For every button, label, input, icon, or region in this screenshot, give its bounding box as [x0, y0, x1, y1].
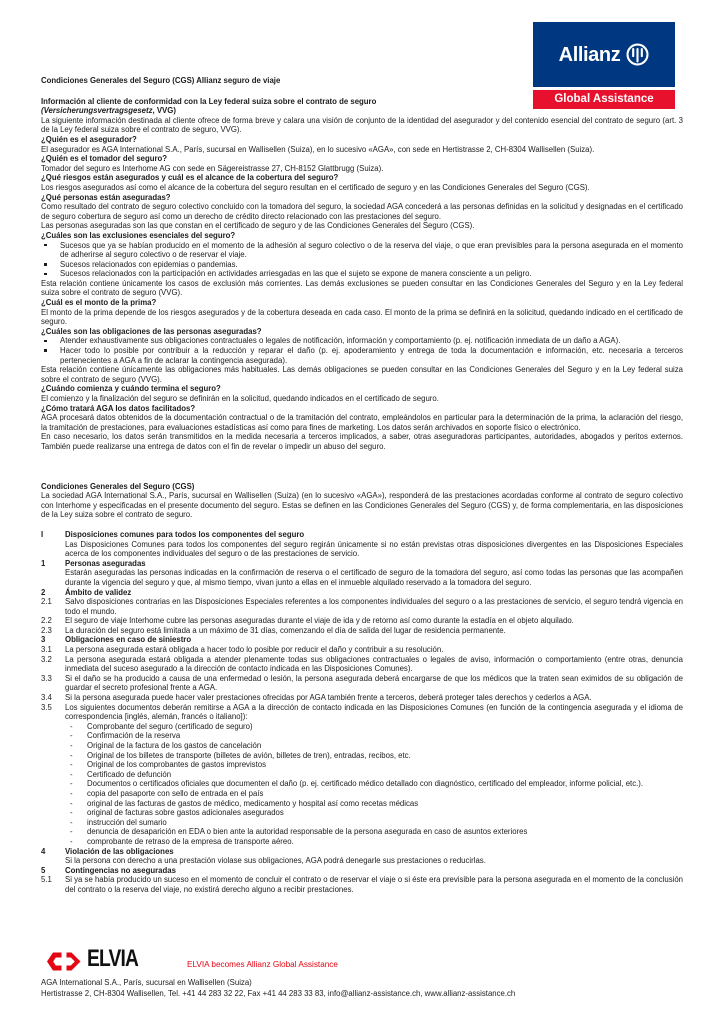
- info-paragraph: Como resultado del contrato de seguro colectivo concluido con la tomadora del seguro, la sociedad AGA concederá a las personas definidas en la solicitud y designadas en el certificado de seguro cobertura de seguro así como un derecho de crédito directo relacionado con las prestaciones del seguro.: [41, 202, 683, 221]
- section-title: Contingencias no aseguradas: [65, 865, 176, 875]
- info-question-heading: ¿Cuáles son las obligaciones de las personas aseguradas?: [41, 326, 262, 336]
- section-number: 2.2: [41, 616, 52, 626]
- info-question-heading: ¿Cuáles son las exclusiones esenciales del seguro?: [41, 230, 236, 240]
- section-number: 2.3: [41, 625, 52, 635]
- section-text: Las Disposiciones Comunes para todos los componentes del seguro regirán únicamente si no están previstas otras disposiciones divergentes en las Disposiciones Especiales acerca de los componentes individuales del seguro o de las prestaciones de servicio.: [65, 539, 683, 559]
- info-bullet-item: Atender exhaustivamente sus obligaciones contractuales o legales de notificación, información y comportamiento (p. ej. notificación inmediata de un daño a AGA).: [41, 336, 683, 346]
- section-number: 4: [41, 846, 46, 856]
- info-paragraph: El comienzo y la finalización del seguro se definirán en la solicitud, quedando indicados en el certificado de seguro.: [41, 394, 439, 403]
- footer-address-line1: AGA International S.A., París, sucursal en Wallisellen (Suiza): [41, 978, 252, 987]
- document-list-item: - Confirmación de la reserva: [65, 731, 683, 741]
- section-item: [41, 847, 683, 866]
- section-text: Salvo disposiciones contrarias en las Disposiciones Especiales referentes a los componentes individuales del seguro o a las prestaciones de servicio, el seguro tendrá vigencia en todo el mundo.: [65, 597, 683, 616]
- section-body: [65, 847, 683, 866]
- info-question-heading: ¿Qué personas están aseguradas?: [41, 192, 171, 202]
- info-question-heading: ¿Qué riesgos están asegurados y cuál es el alcance de la cobertura del seguro?: [41, 173, 339, 183]
- info-section: [41, 116, 683, 452]
- document-list-item: - Comprobante del seguro (certificado de seguro): [65, 722, 683, 732]
- section-text: Si la persona con derecho a una prestación violase sus obligaciones, AGA podrá denegarle sus prestaciones o reducirlas.: [65, 856, 486, 866]
- section-text: El seguro de viaje Interhome cubre las personas aseguradas durante el viaje de ida y de retorno así como durante la estadía en el objeto alquilado.: [65, 616, 574, 626]
- section-number: 5: [41, 865, 46, 875]
- footer-address-line2: Hertistrasse 2, CH-8304 Wallisellen, Tel. +41 44 283 32 22, Fax +41 44 283 33 83, info@allianz-assistance.ch, www.allianz-assistance.ch: [41, 989, 516, 999]
- section-item: [41, 530, 683, 559]
- section-body: [65, 693, 683, 703]
- section-number: 3.2: [41, 654, 52, 664]
- cgs-heading: Condiciones Generales del Seguro (CGS): [41, 481, 195, 491]
- section-number: 3.5: [41, 702, 52, 712]
- info-bullet-item: Sucesos relacionados con epidemias o pandemias.: [41, 260, 683, 270]
- document-list-item: - comprobante de retraso de la empresa de transporte aéreo.: [65, 837, 683, 847]
- section-item: [41, 597, 683, 616]
- info-paragraph: Tomador del seguro es Interhome AG con sede en Sägereistrasse 27, CH-8152 Glattbrugg (Suiza).: [41, 163, 384, 173]
- info-section-heading: [41, 97, 683, 116]
- section-item: [41, 635, 683, 645]
- cgs-sections: [41, 530, 683, 895]
- section-text: La persona asegurada estará obligada a atender plenamente todas sus obligaciones contractuales o legales de aviso, información o comportamiento (entre otras, denuncia inmediata del suceso asegurado a la dirección de contacto indicada en las Disposiciones Comunes).: [65, 654, 683, 674]
- section-number: 5.1: [41, 875, 52, 885]
- section-body: [65, 655, 683, 674]
- section-title: Obligaciones en caso de siniestro: [65, 635, 192, 645]
- section-title: Violación de las obligaciones: [65, 846, 174, 856]
- section-text: Los siguientes documentos deberán remitirse a AGA a la dirección de contacto indicada en las Disposiciones Comunes (en función de la contingencia asegurada y el idioma de correspondencia [inglés, alemán, francés o italiano]):: [65, 702, 683, 722]
- section-number: 3.3: [41, 673, 52, 683]
- document-list-item: - copia del pasaporte con sello de entrada en el país: [65, 789, 683, 799]
- section-item: [41, 588, 683, 598]
- elvia-logo: [41, 945, 683, 972]
- document-list-item: - Original de los comprobantes de gastos imprevistos: [65, 760, 683, 770]
- info-heading-line1: Información al cliente de conformidad con la Ley federal suiza sobre el contrato de seguro: [41, 96, 377, 106]
- info-paragraph: Los riesgos asegurados así como el alcance de la cobertura del seguro resultan en el certificado de seguro y en las Condiciones Generales del Seguro (CGS).: [41, 182, 590, 192]
- info-paragraph: Las personas aseguradas son las que constan en el certificado de seguro y de las Condiciones Generales del Seguro (CGS).: [41, 221, 475, 231]
- section-item: [41, 693, 683, 703]
- section-body: [65, 703, 683, 847]
- info-paragraph: El monto de la prima depende de los riesgos asegurados y de la cobertura deseada en cada caso. El monto de la prima se definirá en la solicitud, quedando indicado en el certificado de seguro.: [41, 307, 683, 327]
- info-question-heading: ¿Cuándo comienza y cuándo termina el seguro?: [41, 384, 221, 394]
- info-question-heading: ¿Cómo tratará AGA los datos facilitados?: [41, 403, 196, 413]
- section-number: 3: [41, 635, 46, 645]
- section-item: [41, 645, 683, 655]
- section-item: [41, 875, 683, 894]
- section-text: Estarán aseguradas las personas indicadas en la confirmación de reserva o el certificado de seguro de la tomadora del seguro, así como todas las personas que las acompañen durante la vigencia del seguro y que, al mismo tiempo, vivan junto a ellas en el inmueble alquilado reservado a la tomadora del seguro.: [65, 568, 683, 587]
- document-list-item: - Documentos o certificados oficiales que documenten el daño (p. ej. certificado médico detallado con diagnóstico, certificado del empleador, informe policial, etc.).: [65, 779, 683, 789]
- document-list-item: - Original de la factura de los gastos de cancelación: [65, 741, 683, 751]
- section-number: 1: [41, 558, 46, 568]
- elvia-tagline: ELVIA becomes Allianz Global Assistance: [187, 959, 338, 969]
- section-body: [65, 626, 683, 636]
- section-body: [65, 635, 683, 645]
- section-item: [41, 626, 683, 636]
- document-list-item: - original de las facturas de gastos de médico, medicamento y hospital así como recetas médicas: [65, 799, 683, 809]
- section-title: Personas aseguradas: [65, 558, 146, 568]
- info-bullet-item: Hacer todo lo posible por contribuir a la reducción y reparar el daño (p. ej. apoderamiento y entrega de toda la documentación e información, etc. necesaria a terceros pertenecientes a AGA a fin de aclarar la contingencia asegurada).: [41, 346, 683, 365]
- section-item: [41, 655, 683, 674]
- info-paragraph: Esta relación contiene únicamente los casos de exclusión más corrientes. Las demás exclusiones se pueden consultar en las Condiciones Generales del Seguro y en la Ley federal suiza sobre el contrato de seguro (VVG).: [41, 278, 683, 298]
- info-heading-rest: , VVG): [152, 106, 176, 116]
- section-text: La duración del seguro está limitada a un máximo de 31 días, comenzando el día de salida del lugar de residencia permanente.: [65, 625, 506, 635]
- document-content: [41, 76, 683, 895]
- section-body: [65, 645, 683, 655]
- section-body: [65, 674, 683, 693]
- section-body: [65, 588, 683, 598]
- section-body: [65, 530, 683, 559]
- section-number: 2: [41, 587, 46, 597]
- section-text: Si el daño se ha producido a causa de una enfermedad o lesión, la persona asegurada deberá encargarse de que los médicos que la traten sean eximidos de su obligación de guardar el secreto profesional frente a AGA.: [65, 673, 683, 693]
- footer: [41, 945, 683, 1000]
- cgs-intro-paragraph: La sociedad AGA International S.A., París, sucursal en Wallisellen (Suiza) (en lo sucesivo «AGA»), responderá de las prestaciones acordadas conforme al contrato de seguro colectivo con Interhome y especificadas en el presente documento del seguro. Estas se definen en las Condiciones Generales del Seguro (CGS) y, de forma complementaria, en las disposiciones de la Ley suiza sobre el contrato de seguro.: [41, 491, 683, 520]
- section-body: [65, 559, 683, 588]
- info-bullet-item: Sucesos que ya se habían producido en el momento de la adhesión al seguro colectivo o de la reserva del viaje, o que eran previsibles para la persona asegurada en el momento de adherirse al seguro colectivo o de reservar el viaje.: [41, 241, 683, 260]
- footer-address: [41, 977, 683, 1000]
- info-heading-line2: [41, 106, 683, 116]
- section-item: [41, 674, 683, 693]
- section-number: I: [41, 529, 44, 539]
- global-assistance-banner: Global Assistance: [533, 90, 675, 109]
- section-number: 3.4: [41, 693, 52, 703]
- section-text: Si la persona asegurada puede hacer valer prestaciones ofrecidas por AGA también frente a terceros, deberá proteger tales derechos y cederlos a AGA.: [65, 693, 592, 703]
- info-paragraph: En caso necesario, los datos serán transmitidos en la medida necesaria a terceros implicados, a saber, otras aseguradoras participantes, autoridades, abogados y peritos externos. También puede realizarse una entrega de datos con el fin de revelar o impedir un abuso del seguro.: [41, 432, 683, 451]
- allianz-wordmark: Allianz: [558, 43, 621, 66]
- section-body: [65, 597, 683, 616]
- section-item: [41, 703, 683, 847]
- document-list-item: - original de facturas sobre gastos adicionales asegurados: [65, 808, 683, 818]
- info-question-heading: ¿Quién es el tomador del seguro?: [41, 154, 168, 164]
- document-list-item: - denuncia de desaparición en EDA o bien ante la autoridad responsable de la persona asegurada en caso de asuntos exteriores: [65, 827, 683, 837]
- document-list-item: - Certificado de defunción: [65, 770, 683, 780]
- document-list-item: - Original de los billetes de transporte (billetes de avión, billetes de tren), entradas, recibos, etc.: [65, 751, 683, 761]
- info-paragraph: AGA procesará datos obtenidos de la documentación contractual o de la tramitación del contrato, empleándolos en particular para la determinación de la prima, la aclaración del riesgo, la tramitación de prestaciones, para evaluaciones estadísticas así como para fines de marketing. Los datos serán archivados en soporte físico o electrónico.: [41, 413, 683, 432]
- section-number: 2.1: [41, 597, 52, 607]
- document-list-item: - instrucción del sumario: [65, 818, 683, 828]
- info-heading-italic: (Versicherungsvertragsgesetz: [41, 106, 153, 116]
- section-title: Ámbito de validez: [65, 587, 132, 597]
- elvia-wordmark: ELVIA: [87, 945, 139, 972]
- section-text: La persona asegurada estará obligada a hacer todo lo posible por reducir el daño y contribuir a su resolución.: [65, 645, 444, 655]
- page-title: Condiciones Generales del Seguro (CGS) Allianz seguro de viaje: [41, 76, 281, 85]
- section-body: [65, 866, 683, 876]
- section-body: [65, 616, 683, 626]
- info-bullet-item: Sucesos relacionados con la participación en actividades arriesgadas en las que el sujeto se expone de manera consciente a un peligro.: [41, 269, 683, 279]
- info-paragraph: La siguiente información destinada al cliente ofrece de forma breve y calara una visión de conjunto de la identidad del asegurador y del contenido esencial del contrato de seguro (art. 3 de la Ley federal suiza sobre el contrato de seguro, VVG).: [41, 115, 683, 135]
- section-text: Si ya se había producido un suceso en el momento de concluir el contrato o de reservar el viaje o si éste era previsible para la persona asegurada en el momento de la conclusión del contrato o la reserva del viaje, no existirá derecho alguno a recibir prestaciones.: [65, 875, 683, 894]
- section-number: 3.1: [41, 645, 52, 655]
- info-paragraph: Esta relación contiene únicamente las obligaciones más habituales. Las demás obligaciones se pueden consultar en las Condiciones Generales del Seguro y en la Ley federal suiza sobre el contrato de seguro (VVG).: [41, 365, 683, 384]
- info-question-heading: ¿Cuál es el monto de la prima?: [41, 298, 157, 308]
- info-paragraph: El asegurador es AGA International S.A., París, sucursal en Wallisellen (Suiza), en lo sucesivo «AGA», con sede en Hertistrasse 2, CH-8304 Wallisellen (Suiza).: [41, 144, 595, 154]
- section-title: Disposiciones comunes para todos los componentes del seguro: [65, 529, 305, 539]
- info-question-heading: ¿Quién es el asegurador?: [41, 134, 137, 144]
- allianz-eagle-icon: [626, 43, 649, 66]
- section-body: [65, 875, 683, 894]
- section-item: [41, 616, 683, 626]
- section-item: [41, 866, 683, 876]
- section-item: [41, 559, 683, 588]
- elvia-brackets-icon: [46, 952, 83, 974]
